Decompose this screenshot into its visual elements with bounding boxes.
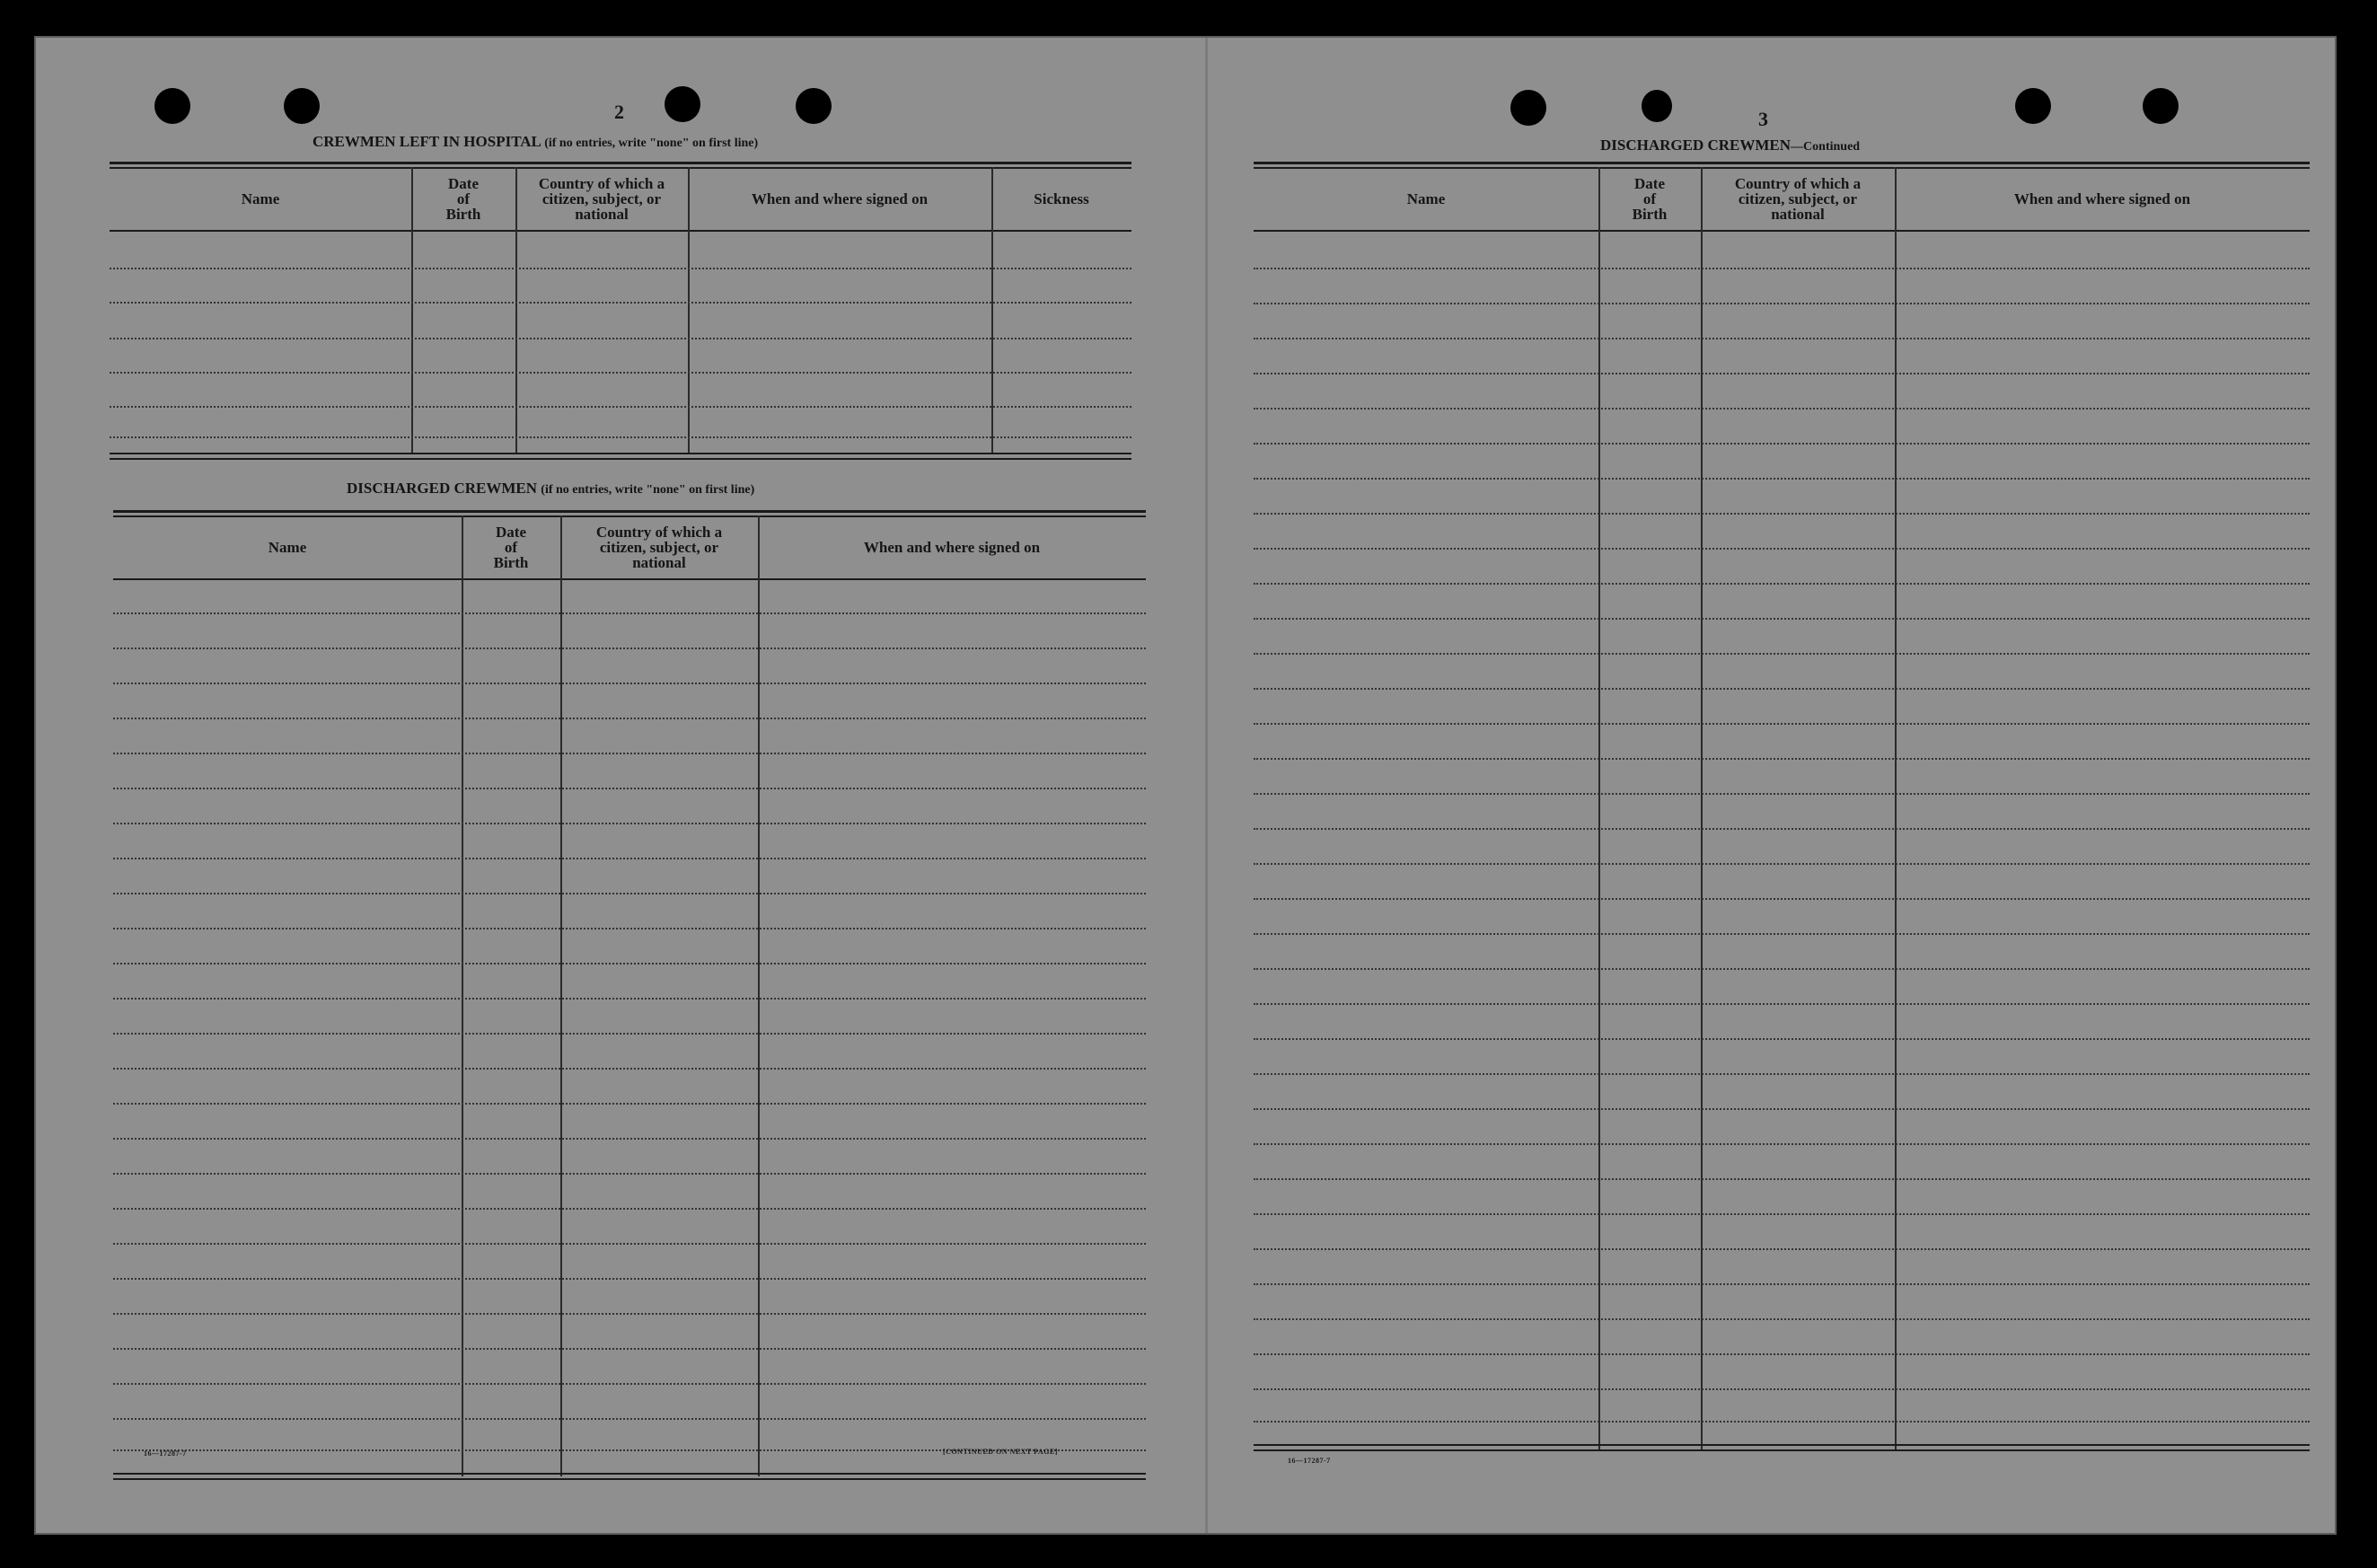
hospital-section-title bbox=[313, 133, 758, 151]
discharged-table-right bbox=[1254, 162, 2310, 1455]
page-fold bbox=[1205, 38, 1208, 1533]
form-number-right: 16—17287-7 bbox=[1288, 1457, 1331, 1465]
discharged-table-left bbox=[113, 510, 1146, 1480]
discharged-continued-suffix: —Continued bbox=[1791, 140, 1861, 154]
col-signed-on: When and where signed on bbox=[863, 538, 1041, 556]
punch-hole bbox=[154, 88, 190, 124]
discharged-continued-main: DISCHARGED CREWMEN bbox=[1600, 137, 1792, 154]
punch-hole bbox=[796, 88, 832, 124]
discharged-title-note: (if no entries, write "none" on first line) bbox=[541, 483, 755, 497]
hospital-title-note: (if no entries, write "none" on first line) bbox=[544, 137, 759, 150]
col-signed-on: When and where signed on bbox=[2013, 189, 2191, 207]
col-country: Country of which a citizen, subject, or national bbox=[1734, 174, 1862, 223]
col-sickness: Sickness bbox=[1034, 189, 1089, 207]
col-date-of-birth: Date of Birth bbox=[1632, 174, 1668, 223]
col-date-of-birth: Date of Birth bbox=[493, 523, 529, 571]
col-name: Name bbox=[268, 538, 307, 556]
punch-hole bbox=[2143, 88, 2179, 124]
discharged-continued-title bbox=[1600, 137, 1860, 154]
scanned-form-spread bbox=[34, 36, 2337, 1535]
discharged-section-title bbox=[347, 480, 754, 498]
col-name: Name bbox=[1406, 189, 1446, 207]
discharged-title-main: DISCHARGED CREWMEN bbox=[347, 480, 538, 497]
form-number-left: 16—17287-7 bbox=[144, 1449, 187, 1458]
col-name: Name bbox=[241, 189, 280, 207]
punch-hole bbox=[665, 86, 700, 122]
col-country: Country of which a citizen, subject, or national bbox=[538, 174, 665, 223]
punch-hole bbox=[1642, 90, 1672, 122]
punch-hole bbox=[1510, 90, 1546, 126]
continued-note: [CONTINUED ON NEXT PAGE] bbox=[943, 1448, 1058, 1456]
col-date-of-birth: Date of Birth bbox=[445, 174, 481, 223]
punch-hole bbox=[284, 88, 320, 124]
page-number-right: 3 bbox=[1758, 108, 1768, 130]
col-country: Country of which a citizen, subject, or national bbox=[595, 523, 723, 571]
punch-hole bbox=[2015, 88, 2051, 124]
hospital-title-main: CREWMEN LEFT IN HOSPITAL bbox=[313, 133, 541, 150]
page-number-left: 2 bbox=[614, 101, 624, 123]
col-signed-on: When and where signed on bbox=[751, 189, 929, 207]
hospital-table bbox=[110, 162, 1131, 494]
